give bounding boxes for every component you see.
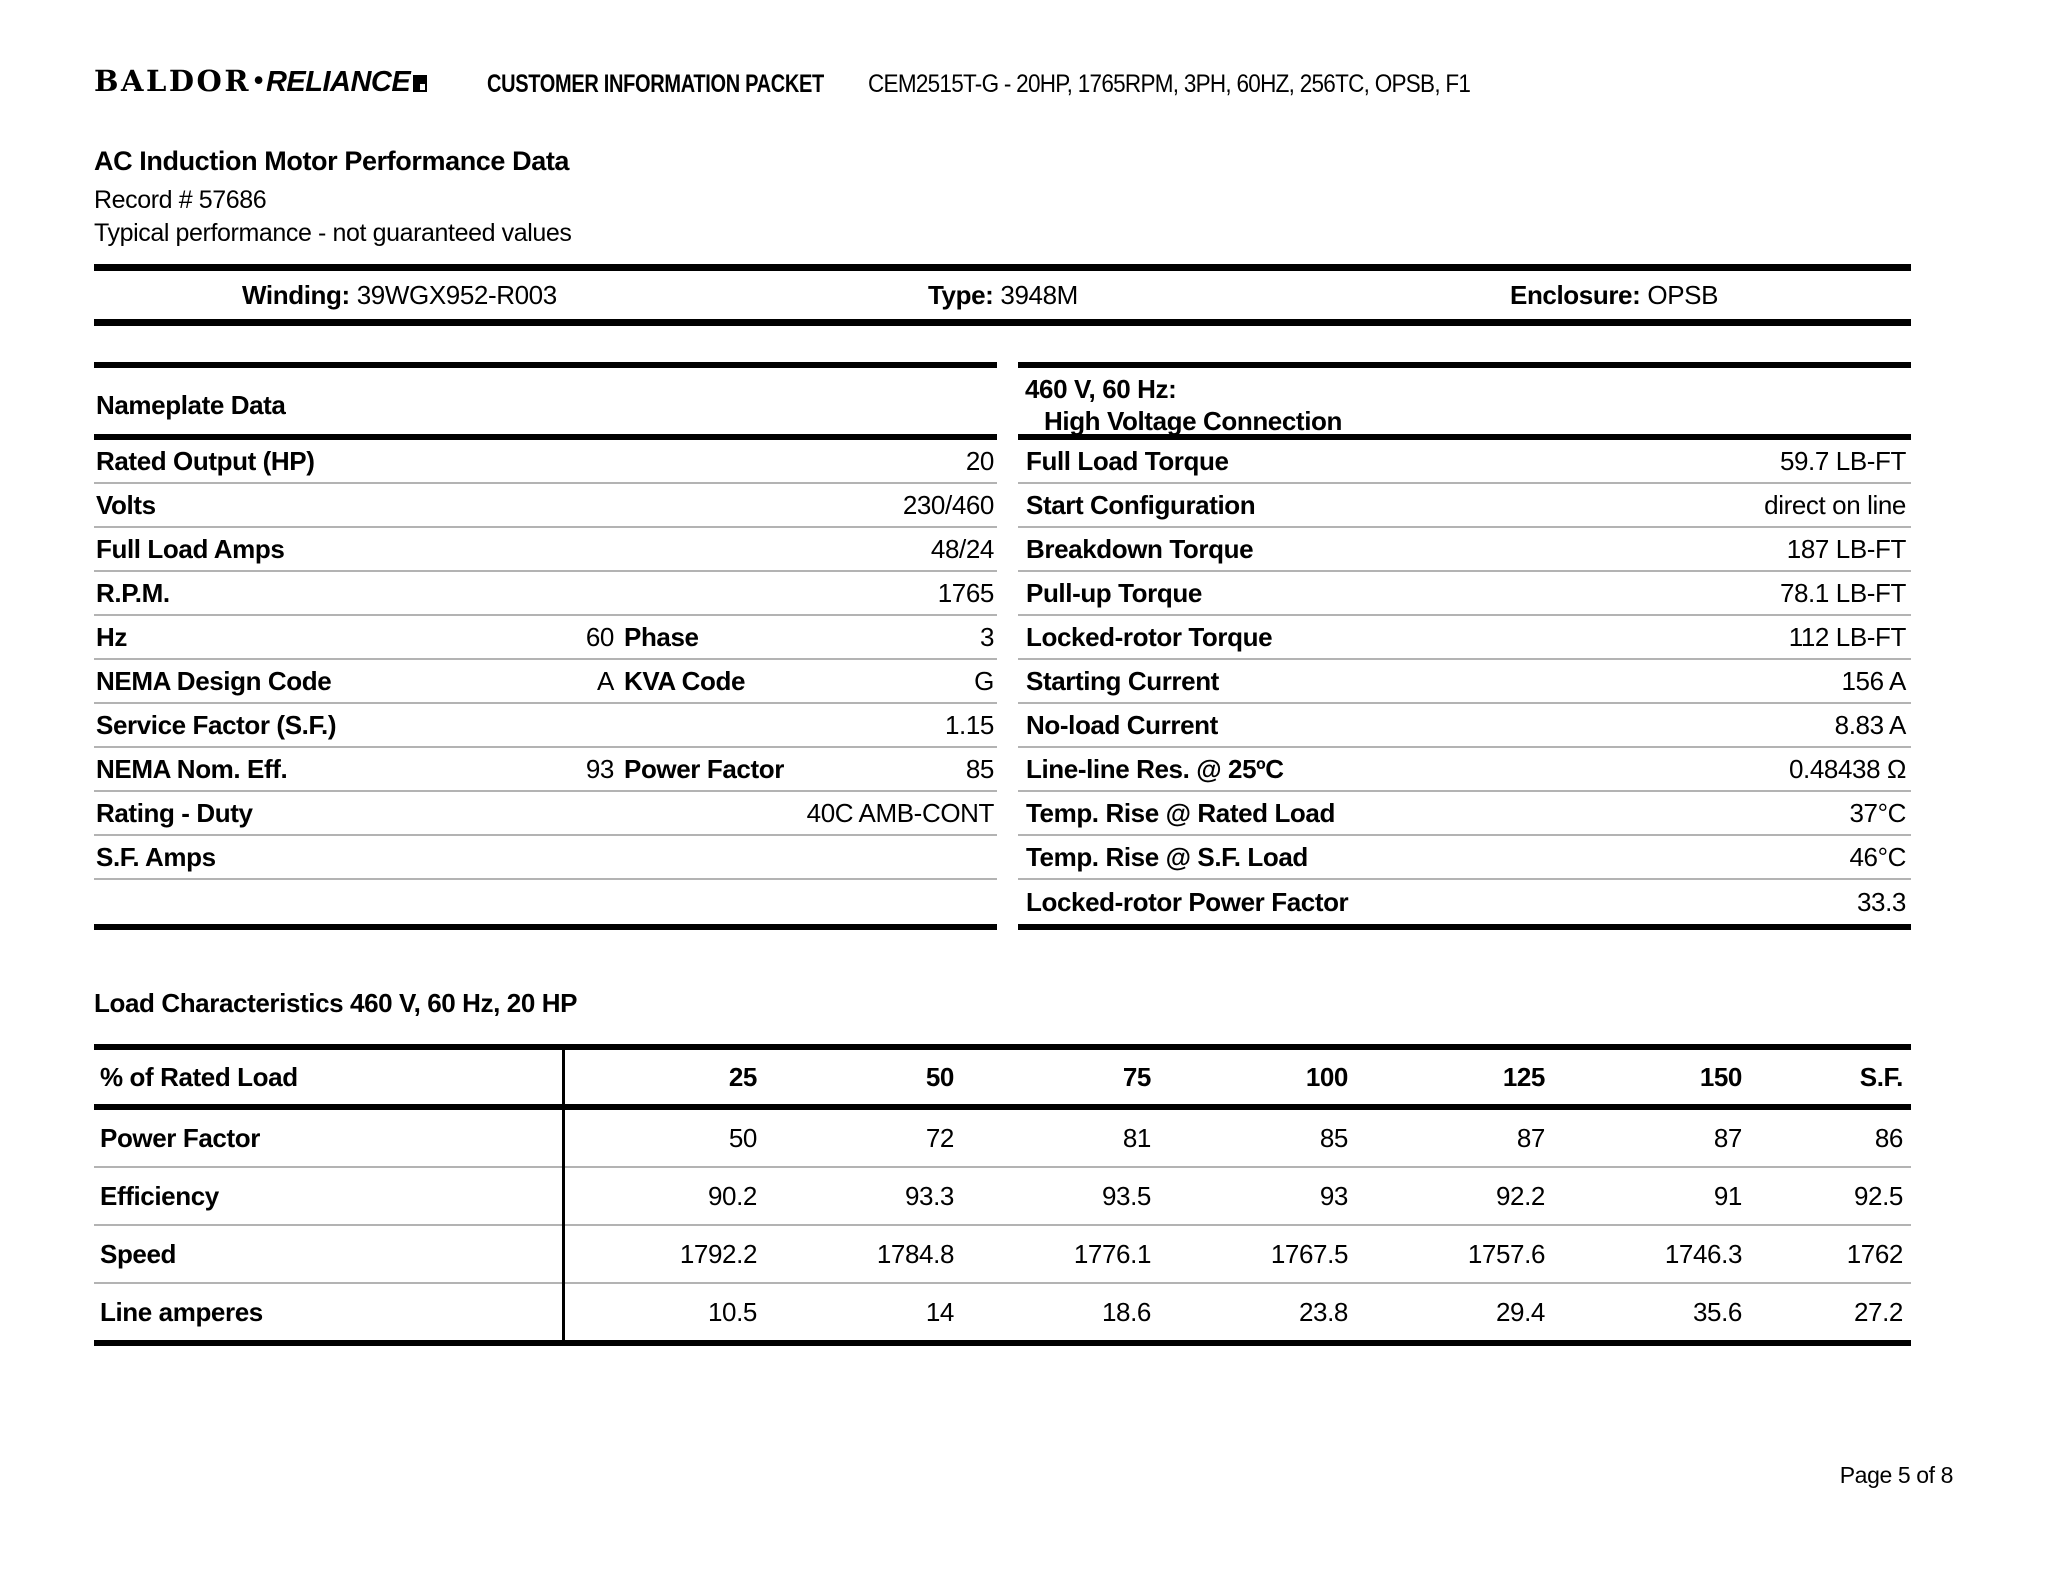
model-spec-line: CEM2515T-G - 20HP, 1765RPM, 3PH, 60HZ, 256TC, OPSB, F1 [868, 70, 1471, 98]
cell-value: 92.5 [1853, 1180, 1903, 1211]
enclosure-value: OPSB [1647, 280, 1719, 310]
cell-value: 91 [1713, 1180, 1742, 1211]
baldor-reliance-logo [94, 64, 427, 99]
column-header: S.F. [1859, 1061, 1903, 1092]
cell-value: 87 [1713, 1122, 1742, 1153]
table-row [1018, 484, 1911, 528]
table-row [94, 1226, 1911, 1284]
connection-table [1018, 362, 1911, 930]
row-value: 37°C [1849, 797, 1906, 828]
row-label: Rating - Duty [96, 797, 253, 828]
logo-reliance-text: RELIANCE [265, 66, 411, 98]
connection-heading-line1: 460 V, 60 Hz: [1025, 374, 1177, 404]
cell-value: 1767.5 [1270, 1238, 1348, 1269]
page-title: AC Induction Motor Performance Data [94, 146, 570, 176]
page-number: Page 5 of 8 [1839, 1462, 1953, 1488]
load-characteristics-title: Load Characteristics 460 V, 60 Hz, 20 HP [94, 988, 578, 1018]
table-row [1018, 572, 1911, 616]
row-label: Full Load Amps [96, 533, 285, 564]
row-label: Breakdown Torque [1026, 533, 1254, 564]
row-label: Efficiency [100, 1180, 219, 1211]
row-label: NEMA Nom. Eff. [96, 753, 288, 784]
table-row [1018, 616, 1911, 660]
column-header: 150 [1699, 1061, 1742, 1092]
column-header-row [94, 1050, 1911, 1110]
row-label: Rated Output (HP) [96, 445, 315, 476]
row-value: 48/24 [930, 533, 994, 564]
enclosure-slot [1510, 271, 1718, 319]
type-label: Type: [928, 280, 994, 310]
cell-value: 93 [1319, 1180, 1348, 1211]
cell-value: 90.2 [707, 1180, 757, 1211]
table-row [94, 1284, 1911, 1340]
cell-value: 92.2 [1495, 1180, 1545, 1211]
table-row [94, 616, 997, 660]
row-label: Volts [96, 489, 156, 520]
table-row [94, 704, 997, 748]
nameplate-heading: Nameplate Data [94, 368, 997, 440]
row-label: No-load Current [1026, 709, 1218, 740]
row-value: 85 [965, 753, 994, 784]
table-row [1018, 880, 1911, 924]
row-value: 40C AMB-CONT [806, 797, 994, 828]
row-value: 20 [965, 445, 994, 476]
row-label: Speed [100, 1238, 177, 1269]
cell-value: 18.6 [1101, 1296, 1151, 1327]
column-header: 25 [728, 1061, 757, 1092]
table-row [94, 836, 997, 880]
row-label: Full Load Torque [1026, 445, 1229, 476]
row-value: 1.15 [944, 709, 994, 740]
cell-value: 85 [1319, 1122, 1348, 1153]
record-number: Record # 57686 [94, 186, 267, 214]
column-header: 100 [1305, 1061, 1348, 1092]
row-value: 230/460 [902, 489, 994, 520]
row-label: Start Configuration [1026, 489, 1256, 520]
row-value: 46°C [1849, 841, 1906, 872]
connection-heading-line2: High Voltage Connection [1044, 406, 1342, 436]
nameplate-table [94, 362, 997, 930]
table-row [94, 1110, 1911, 1168]
row-label: Line-line Res. @ 25ºC [1026, 753, 1284, 784]
row-mid-label: Power Factor [624, 753, 784, 784]
table-row [1018, 440, 1911, 484]
cell-value: 1792.2 [679, 1238, 757, 1269]
cell-value: 1776.1 [1073, 1238, 1151, 1269]
row-label: Service Factor (S.F.) [96, 709, 337, 740]
table-row [94, 528, 997, 572]
row-label: Locked-rotor Torque [1026, 621, 1273, 652]
row-mid-value: A [597, 665, 614, 696]
packet-title: CUSTOMER INFORMATION PACKET [487, 70, 824, 98]
cell-value: 27.2 [1853, 1296, 1903, 1327]
cell-value: 29.4 [1495, 1296, 1545, 1327]
column-divider-line [562, 1050, 565, 1340]
cell-value: 1762 [1846, 1238, 1903, 1269]
data-tables-region [94, 362, 1911, 930]
table-row [94, 440, 997, 484]
row-label: Line amperes [100, 1296, 263, 1327]
type-value: 3948M [1000, 280, 1078, 310]
table-row [94, 1168, 1911, 1226]
cell-value: 1746.3 [1664, 1238, 1742, 1269]
row-value: 156 A [1841, 665, 1906, 696]
row-value: 33.3 [1856, 886, 1906, 917]
cell-value: 93.3 [904, 1180, 954, 1211]
registered-mark-icon [413, 75, 427, 92]
row-value: 59.7 LB-FT [1779, 445, 1906, 476]
table-row [1018, 528, 1911, 572]
table-row [94, 484, 997, 528]
cell-value: 23.8 [1298, 1296, 1348, 1327]
cell-value: 50 [728, 1122, 757, 1153]
enclosure-label: Enclosure: [1510, 280, 1641, 310]
row-value: direct on line [1764, 489, 1906, 520]
winding-label: Winding: [242, 280, 350, 310]
cell-value: 93.5 [1101, 1180, 1151, 1211]
cell-value: 35.6 [1692, 1296, 1742, 1327]
cell-value: 72 [925, 1122, 954, 1153]
column-header: 125 [1502, 1061, 1545, 1092]
row-value: 187 LB-FT [1786, 533, 1906, 564]
column-header: % of Rated Load [100, 1061, 298, 1092]
winding-summary-bar [94, 264, 1911, 326]
row-label: Starting Current [1026, 665, 1219, 696]
row-label: Power Factor [100, 1122, 260, 1153]
table-row [1018, 748, 1911, 792]
row-label: Temp. Rise @ S.F. Load [1026, 841, 1308, 872]
table-row [94, 572, 997, 616]
table-row [94, 748, 997, 792]
column-header: 50 [925, 1061, 954, 1092]
row-value: 78.1 LB-FT [1779, 577, 1906, 608]
cell-value: 81 [1122, 1122, 1151, 1153]
cell-value: 10.5 [707, 1296, 757, 1327]
cell-value: 86 [1874, 1122, 1903, 1153]
row-label: Locked-rotor Power Factor [1026, 886, 1349, 917]
table-filler [94, 880, 997, 924]
row-mid-label: KVA Code [624, 665, 746, 696]
row-label: Temp. Rise @ Rated Load [1026, 797, 1335, 828]
logo-baldor-text: BALDOR [94, 64, 251, 98]
document-header [94, 64, 1911, 104]
winding-slot [242, 271, 557, 319]
disclaimer-note: Typical performance - not guaranteed values [94, 219, 572, 247]
row-label: Pull-up Torque [1026, 577, 1202, 608]
table-row [1018, 660, 1911, 704]
cell-value: 14 [925, 1296, 954, 1327]
cell-value: 87 [1516, 1122, 1545, 1153]
row-label: NEMA Design Code [96, 665, 332, 696]
row-label: R.P.M. [96, 577, 170, 608]
connection-heading [1018, 368, 1911, 440]
table-row [94, 792, 997, 836]
row-mid-value: 93 [585, 753, 614, 784]
winding-value: 39WGX952-R003 [356, 280, 557, 310]
row-label: S.F. Amps [96, 841, 216, 872]
logo-separator-dot: • [253, 65, 263, 95]
table-row [94, 660, 997, 704]
row-label: Hz [96, 621, 127, 652]
cell-value: 1757.6 [1467, 1238, 1545, 1269]
row-mid-value: 60 [585, 621, 614, 652]
type-slot [928, 271, 1078, 319]
row-value: G [974, 665, 994, 696]
row-value: 3 [979, 621, 994, 652]
table-row [1018, 792, 1911, 836]
table-row [1018, 836, 1911, 880]
row-value: 1765 [937, 577, 994, 608]
load-characteristics-table [94, 1044, 1911, 1346]
row-mid-label: Phase [624, 621, 699, 652]
row-value: 112 LB-FT [1788, 621, 1906, 652]
column-header: 75 [1122, 1061, 1151, 1092]
row-value: 0.48438 Ω [1788, 753, 1906, 784]
cell-value: 1784.8 [876, 1238, 954, 1269]
table-row [1018, 704, 1911, 748]
row-value: 8.83 A [1834, 709, 1906, 740]
